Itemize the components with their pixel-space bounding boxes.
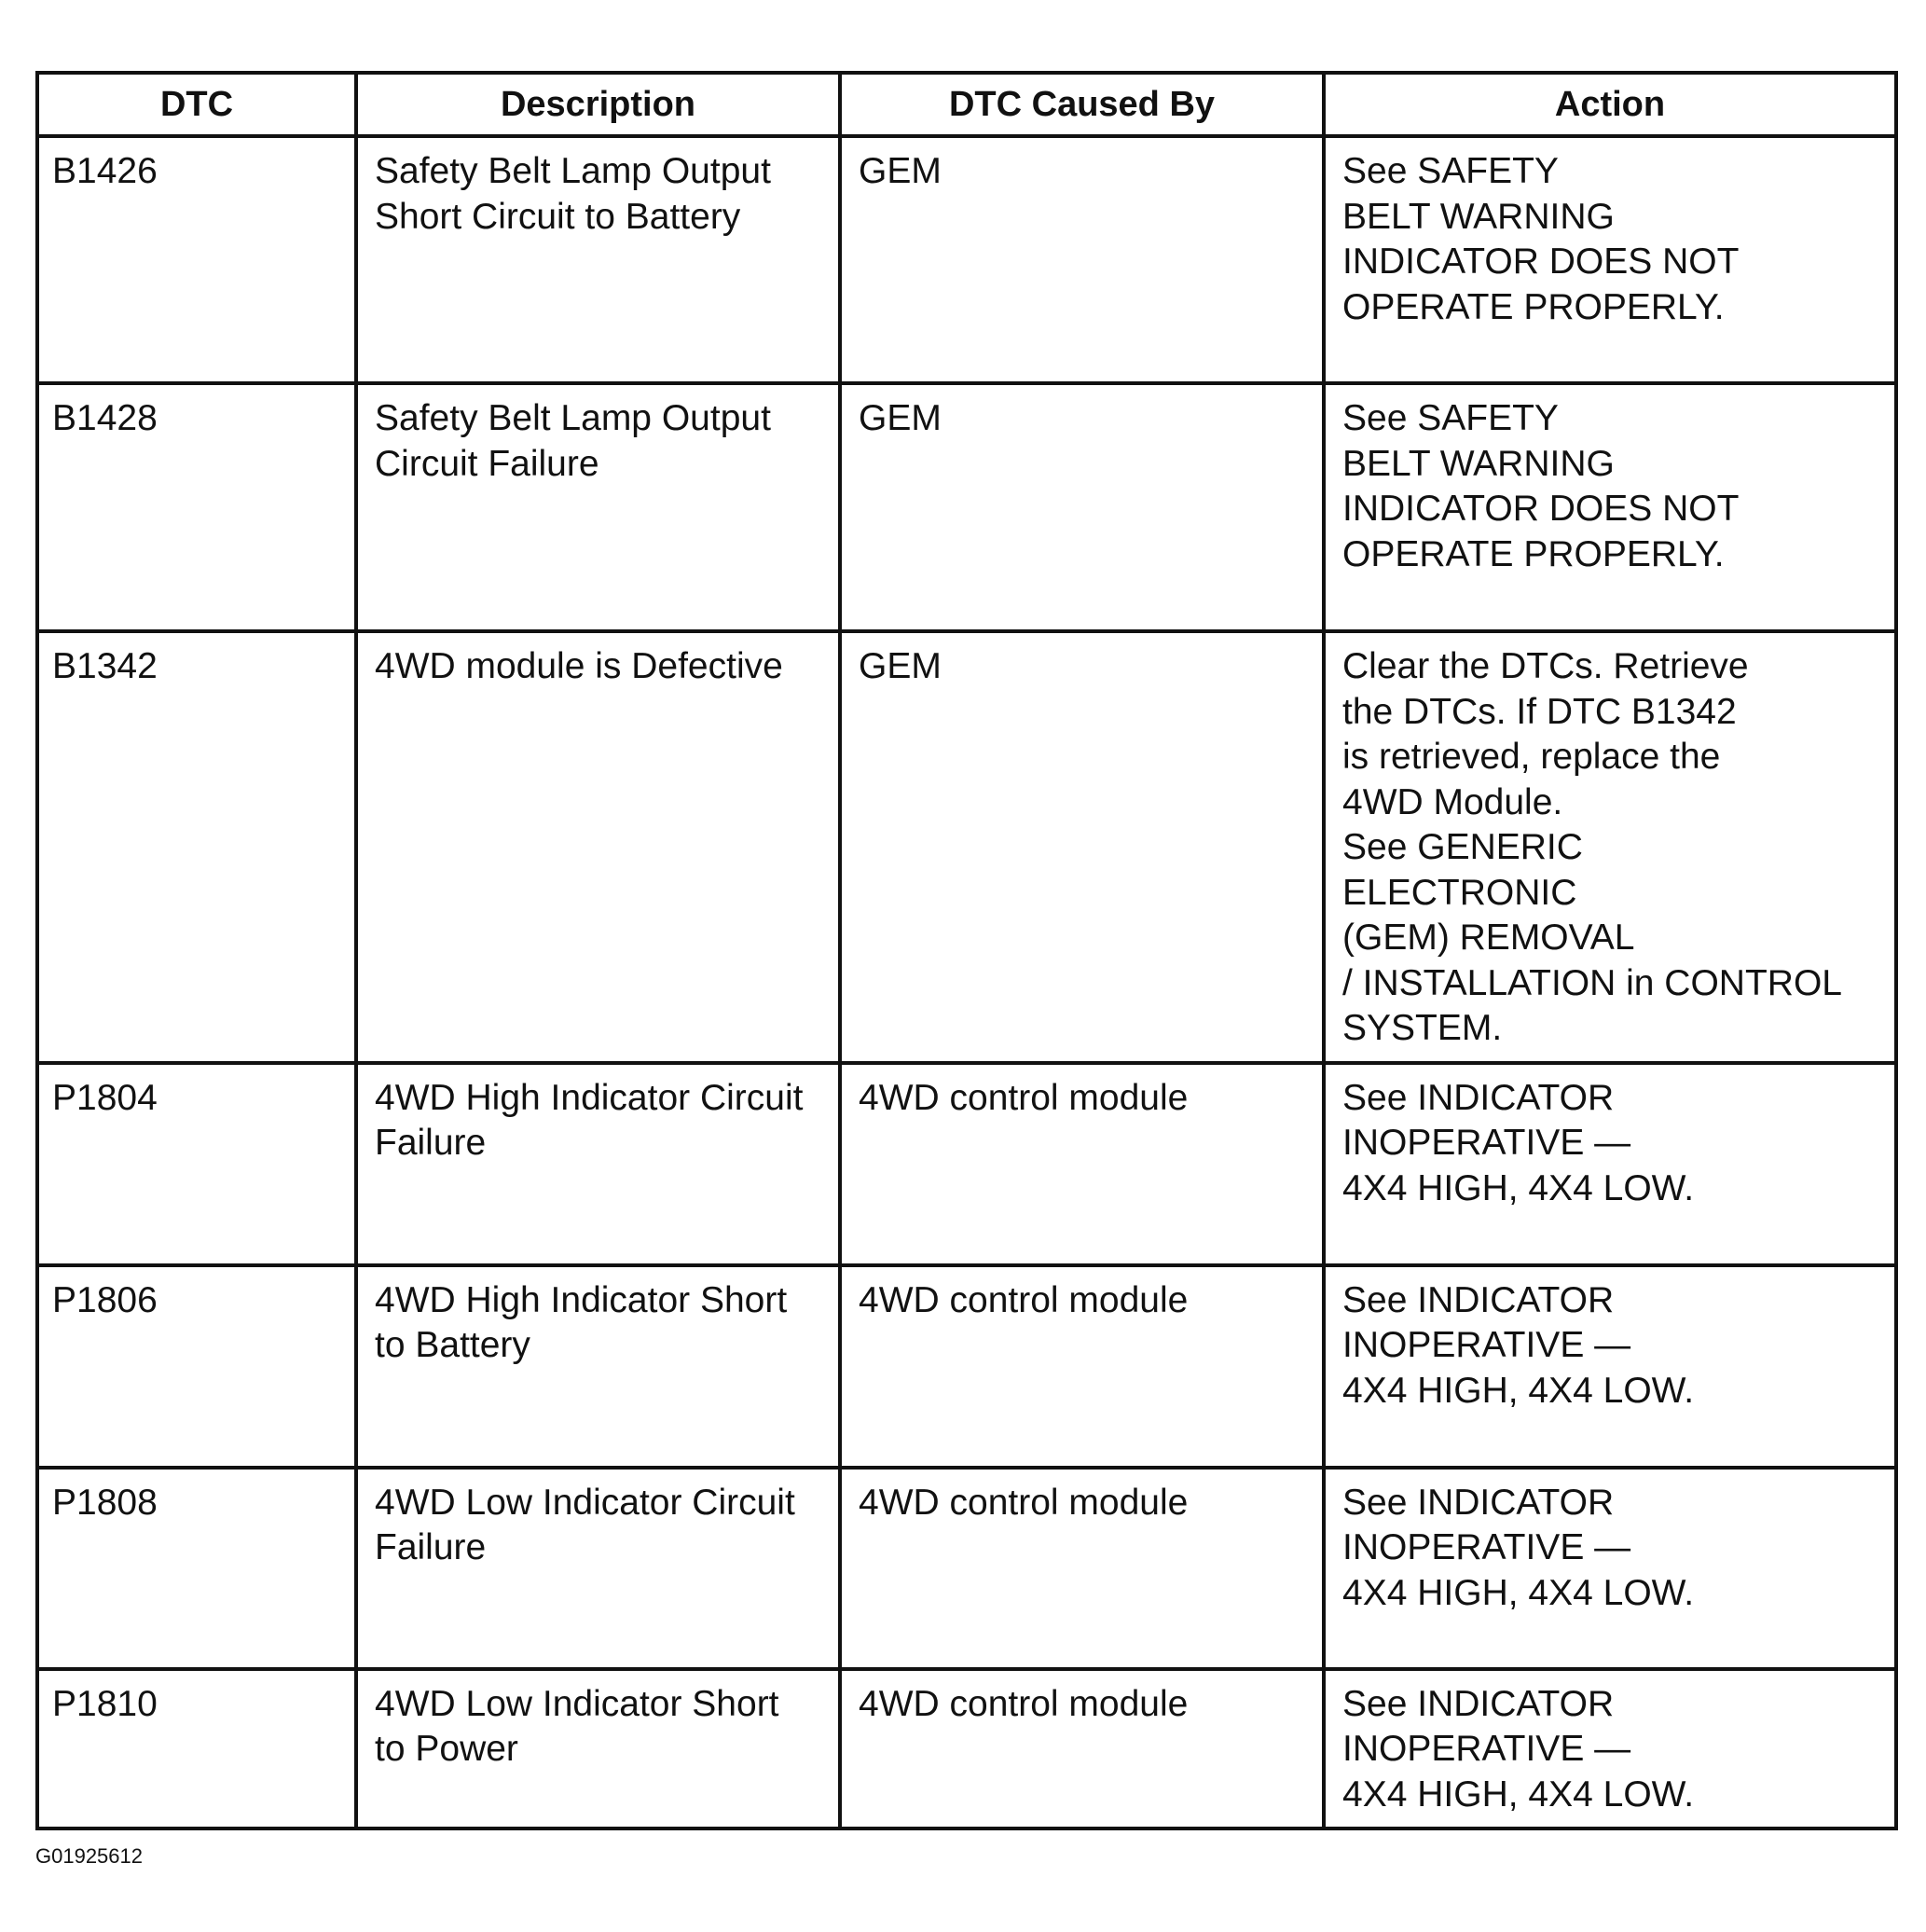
dtc-table xyxy=(35,71,1898,1830)
table-header-row xyxy=(37,73,1896,136)
dtc-description: 4WD Low Indicator Short to Power xyxy=(356,1669,840,1829)
dtc-description: 4WD module is Defective xyxy=(356,631,840,1063)
dtc-code: P1810 xyxy=(37,1669,356,1829)
dtc-code: P1806 xyxy=(37,1265,356,1468)
dtc-action: See INDICATOR INOPERATIVE — 4X4 HIGH, 4X4 LOW. xyxy=(1324,1265,1896,1468)
dtc-caused-by: 4WD control module xyxy=(840,1468,1324,1669)
dtc-action: Clear the DTCs. Retrieve the DTCs. If DTC B1342 is retrieved, replace the 4WD Module. See GENERIC ELECTRONIC (GEM) REMOVAL / INSTALLATION in CONTROL SYSTEM. xyxy=(1324,631,1896,1063)
table-row xyxy=(37,1468,1896,1669)
dtc-description: 4WD Low Indicator Circuit Failure xyxy=(356,1468,840,1669)
dtc-caused-by: 4WD control module xyxy=(840,1669,1324,1829)
dtc-caused-by: 4WD control module xyxy=(840,1063,1324,1265)
dtc-description: 4WD High Indicator Short to Battery xyxy=(356,1265,840,1468)
figure-id: G01925612 xyxy=(35,1844,143,1868)
dtc-description: Safety Belt Lamp Output Circuit Failure xyxy=(356,383,840,631)
table-row xyxy=(37,1063,1896,1265)
dtc-caused-by: 4WD control module xyxy=(840,1265,1324,1468)
dtc-action: See SAFETY BELT WARNING INDICATOR DOES NOT OPERATE PROPERLY. xyxy=(1324,136,1896,383)
dtc-code: B1342 xyxy=(37,631,356,1063)
dtc-caused-by: GEM xyxy=(840,631,1324,1063)
table-row xyxy=(37,1265,1896,1468)
header-description: Description xyxy=(356,73,840,136)
table-row xyxy=(37,383,1896,631)
dtc-code: B1426 xyxy=(37,136,356,383)
dtc-caused-by: GEM xyxy=(840,383,1324,631)
dtc-code: P1808 xyxy=(37,1468,356,1669)
dtc-code: B1428 xyxy=(37,383,356,631)
table-row xyxy=(37,1669,1896,1829)
header-caused-by: DTC Caused By xyxy=(840,73,1324,136)
dtc-action: See SAFETY BELT WARNING INDICATOR DOES NOT OPERATE PROPERLY. xyxy=(1324,383,1896,631)
table-row xyxy=(37,136,1896,383)
dtc-action: See INDICATOR INOPERATIVE — 4X4 HIGH, 4X4 LOW. xyxy=(1324,1063,1896,1265)
table-row xyxy=(37,631,1896,1063)
header-action: Action xyxy=(1324,73,1896,136)
dtc-caused-by: GEM xyxy=(840,136,1324,383)
dtc-action: See INDICATOR INOPERATIVE — 4X4 HIGH, 4X4 LOW. xyxy=(1324,1468,1896,1669)
dtc-table-container xyxy=(35,71,1894,1830)
dtc-action: See INDICATOR INOPERATIVE — 4X4 HIGH, 4X4 LOW. xyxy=(1324,1669,1896,1829)
header-dtc: DTC xyxy=(37,73,356,136)
dtc-description: Safety Belt Lamp Output Short Circuit to Battery xyxy=(356,136,840,383)
dtc-code: P1804 xyxy=(37,1063,356,1265)
dtc-description: 4WD High Indicator Circuit Failure xyxy=(356,1063,840,1265)
